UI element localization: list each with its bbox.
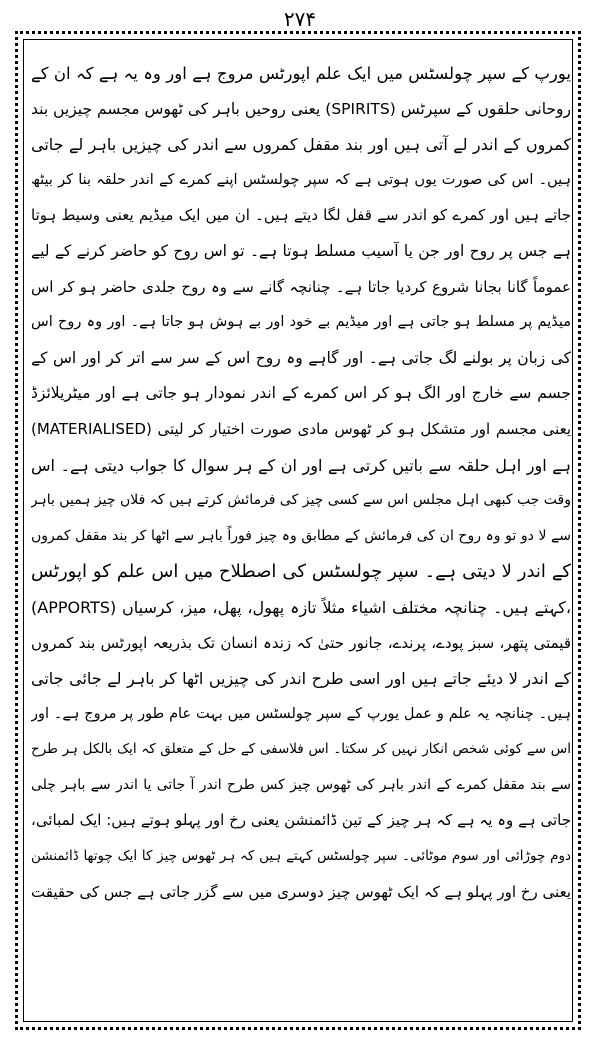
text-line: (MATERIALISED) یعنی مجسم اور متشکل ہو کر ٹھوس مادی صورت اختیار کر لیتی xyxy=(31,419,571,438)
text-line: میڈیم پر مسلط ہو جاتی ہے اور میڈیم بے خود اور بے ہوش ہو جاتا ہے۔ اور وہ روح اس xyxy=(31,314,571,331)
text-line: دوم چوڑائی اور سوم موٹائی۔ سپر چولسٹس کہتے ہیں کہ ہر ٹھوس چیز کا ایک چوتھا ڈائمنشن xyxy=(31,848,571,865)
text-line: سے لا دو تو وہ روح ان کی فرمائش کے مطابق وہ چیز فوراً باہر سے اٹھا کر بند مقفل کمروں xyxy=(31,527,571,544)
text-body xyxy=(31,56,571,910)
text-line: جسم سے خارج اور الگ ہو کر اس کمرے کے اندر نمودار ہو جاتی ہے اور میٹریلائزڈ xyxy=(31,384,571,403)
text-line: (APPORTS) کہتے ہیں۔ چنانچہ مختلف اشیاء مثلاً تازہ پھول، پھل، میز، کرسیاں، xyxy=(31,597,571,617)
text-line: ہے اور اہل حلقہ سے باتیں کرتی ہے اور ان کے ہر سوال کا جواب دیتی ہے۔ اس xyxy=(31,455,571,475)
text-line: یعنی رخ اور پہلو ہے کہ ایک ٹھوس چیز دوسری میں سے گزر جاتی ہے جس کی حقیقت xyxy=(31,882,571,901)
text-line: کے اندر لا دیتی ہے۔ سپر چولسٹس کی اصطلاح میں اس علم کو اپورٹس xyxy=(31,561,571,583)
text-line: ہیں۔ چنانچہ یہ علم و عمل یورپ کے سپر چولسٹس میں بہت عام طور پر مروج ہے۔ اور xyxy=(31,705,571,722)
text-line: روحانی حلقوں کے سپرٹس (SPIRITS) یعنی روحیں باہر کی ٹھوس مجسم چیزیں بند xyxy=(31,99,571,118)
text-line: عموماً گانا بجانا شروع کردیا جاتا ہے۔ چنانچہ گانے سے وہ روح جلدی حاضر ہو کر اس xyxy=(31,277,571,296)
text-line: یورپ کے سپر چولسٹس میں ایک علم اپورٹس مروج ہے اور وہ یہ ہے کہ ان کے xyxy=(31,64,571,83)
text-line: ہیں۔ اس کی صورت یوں ہوتی ہے کہ سپر چولسٹس اپنے کمرے کے اندر حلقہ بنا کر بیٹھ xyxy=(31,171,571,188)
text-line: وقت جب کبھی اہل مجلس اس سے کسی چیز کی فرمائش کرتے ہیں کہ فلاں چیز ہمیں باہر xyxy=(31,492,571,509)
text-line: قیمتی پتھر، سبز پودے، پرندے، جانور حتیٰ کہ زندہ انسان تک بذریعہ اپورٹس بند کمروں xyxy=(31,633,571,652)
page-number: ۲۷۴ xyxy=(283,7,317,31)
text-line: سے بند مقفل کمرے کے اندر باہر کی ٹھوس چیز کس طرح اندر آ جاتی یا اندر سے باہر چلی xyxy=(31,776,571,793)
text-line: کے اندر لا دیئے جاتے ہیں اور اسی طرح اندر کی چیزیں اٹھا کر باہر لے جائی جاتی xyxy=(31,669,571,689)
text-line: ہے جس پر روح اور جن یا آسیب مسلط ہوتا ہے۔ تو اس روح کو حاضر کرنے کے لیے xyxy=(31,241,571,260)
text-line: جاتی ہے وہ یہ ہے کہ ہر چیز کے تین ڈائمنشن یعنی رخ اور پہلو ہوتے ہیں: ایک لمبائی، xyxy=(31,811,571,830)
text-line: جاتے ہیں اور کمرے کو اندر سے قفل لگا دیتے ہیں۔ ان میں ایک میڈیم یعنی وسیط ہوتا xyxy=(31,206,571,225)
text-line: کی زبان پر بولنے لگ جاتی ہے۔ اور گاہے وہ روح اس کے سر سے اتر کر اور اس کے xyxy=(31,348,571,367)
text-line: اس سے کوئی شخص انکار نہیں کر سکتا۔ اس فلاسفی کے حل کے متعلق کہ ایک بالکل ہر طرح xyxy=(31,741,571,758)
text-line: کمروں کے اندر لے آتی ہیں اور بند مقفل کمروں سے اندر کی چیزیں باہر لے جاتی xyxy=(31,135,571,155)
